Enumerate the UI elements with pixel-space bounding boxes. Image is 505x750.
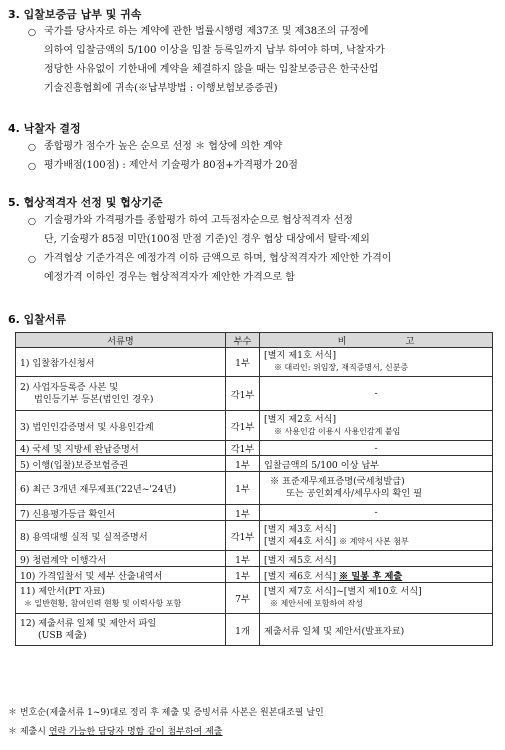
sealed-submit-note: ※ 밀봉 후 제출 xyxy=(339,570,403,582)
table-row xyxy=(16,521,493,551)
table-header-row xyxy=(16,333,493,348)
doc-remarks xyxy=(260,583,493,614)
footnote-2 xyxy=(8,724,222,737)
doc-name-line: 법인등기부 등본(법인인 경우) xyxy=(34,393,154,405)
doc-remarks xyxy=(260,348,493,377)
doc-remarks: 제출서류 일체 및 제안서(발표자료) xyxy=(260,614,493,646)
table-row xyxy=(16,348,493,377)
table-row xyxy=(16,441,493,456)
doc-qty: 각1부 xyxy=(226,411,260,441)
s4-item-1: 종합평가 점수가 높은 순으로 선정 ＊ 협상에 의한 계약 xyxy=(44,141,283,152)
doc-remarks: - xyxy=(260,377,493,411)
doc-remarks: - xyxy=(260,505,493,521)
remark-line: [별지 제3호 서식] xyxy=(264,523,337,535)
remark-line: ※ 사용인감 이용시 사용인감계 붙임 xyxy=(274,426,401,436)
bullet-circle: ○ xyxy=(27,216,37,227)
doc-name-line: 12) 제출서류 일체 및 제안서 파일 xyxy=(20,617,157,629)
s5-item-1-line-2: 단, 기술평가 85점 미만(100점 만점 기준)인 경우 협상 대상에서 탈락·제외 xyxy=(44,234,370,245)
doc-name: 10) 가격입찰서 및 세부 산출내역서 xyxy=(16,567,226,583)
section-4-title: 4. 낙찰자 결정 xyxy=(8,122,81,135)
remark-form: [별지 제4호 서식] xyxy=(264,535,337,547)
header-qty: 부수 xyxy=(226,333,260,348)
doc-name xyxy=(16,377,226,411)
doc-name: 4) 국세 및 지방세 완납증명서 xyxy=(16,441,226,456)
remark-form: [별지 제6호 서식] xyxy=(264,570,337,582)
doc-name-line: 2) 사업자등록증 사본 및 xyxy=(20,381,119,393)
remark-line: [별지 제1호 서식] xyxy=(264,350,337,361)
bullet-circle: ○ xyxy=(27,27,37,38)
doc-qty: 1부 xyxy=(226,348,260,377)
doc-remarks xyxy=(260,411,493,441)
doc-name: 9) 청렴계약 이행각서 xyxy=(16,551,226,567)
doc-qty: 각1부 xyxy=(226,521,260,551)
footnote-2-underlined: 연락 가능한 담당자 명함 같이 첨부하여 제출 xyxy=(48,727,223,737)
footnote-2-prefix: ＊ 제출시 xyxy=(8,727,49,737)
footnote-1: ＊ 번호순(제출서류 1~9)대로 정리 후 제출 및 증빙서류 사본은 원본대조필 날인 xyxy=(8,708,324,718)
doc-remarks: - xyxy=(260,441,493,456)
section-3-title: 3. 입찰보증금 납부 및 귀속 xyxy=(8,8,142,21)
documents-table xyxy=(15,332,493,646)
table-row xyxy=(16,614,493,646)
table-row xyxy=(16,472,493,505)
s4-item-2: 평가배점(100점) : 제안서 기술평가 80점+가격평가 20점 xyxy=(44,160,298,171)
doc-qty: 1부 xyxy=(226,551,260,567)
bullet-circle: ○ xyxy=(27,161,37,172)
doc-name: 3) 법인인감증명서 및 사용인감계 xyxy=(16,411,226,441)
remark-line: 또는 공인회계사/세무사의 확인 필 xyxy=(286,488,423,499)
remark-line: [별지 제2호 서식] xyxy=(264,413,337,425)
s5-item-2-line-1: 가격협상 기준가격은 예정가격 이하 금액으로 하며, 협상적격자가 제안한 가격이 xyxy=(44,253,392,264)
doc-remarks xyxy=(260,472,493,505)
remark-line xyxy=(264,536,488,548)
doc-name: 5) 이행(입찰)보증보험증권 xyxy=(16,456,226,472)
doc-name: 8) 용역대행 실적 및 실적증명서 xyxy=(16,521,226,551)
header-doc-name: 서류명 xyxy=(16,333,226,348)
bullet-circle: ○ xyxy=(27,142,37,153)
doc-name-line: 11) 제안서(PT 자료) xyxy=(20,586,105,597)
table-row xyxy=(16,567,493,583)
header-remarks: 비 고 xyxy=(260,333,493,348)
s5-item-1-line-1: 기술평가와 가격평가를 종합평가 하여 고득점자순으로 협상적격자 선정 xyxy=(44,215,353,226)
remark-line: ※ 제안서에 포함하여 작성 xyxy=(270,599,363,608)
doc-qty: 1개 xyxy=(226,614,260,646)
s3-line-2: 의하여 입찰금액의 5/100 이상을 입찰 등록일까지 납부 하여야 하며, 낙찰자가 xyxy=(44,45,385,56)
s5-item-2-line-2: 예정가격 이하인 경우는 협상적격자가 제안한 가격으로 함 xyxy=(44,272,295,283)
doc-qty: 1부 xyxy=(226,456,260,472)
remark-line: ※ 대리인: 위임장, 재직증명서, 신분증 xyxy=(274,363,409,372)
remark-line: [별지 제7호 서식]~[별지 제10호 서식] xyxy=(264,586,422,597)
table-row xyxy=(16,456,493,472)
bullet-circle: ○ xyxy=(27,254,37,265)
doc-remarks xyxy=(260,521,493,551)
doc-qty: 1부 xyxy=(226,472,260,505)
s3-line-1: 국가를 당사자로 하는 계약에 관한 법률시행령 제37조 및 제38조의 규정에 xyxy=(44,26,369,37)
doc-name: 1) 입찰참가신청서 xyxy=(16,348,226,377)
doc-name xyxy=(16,583,226,614)
doc-remarks: [별지 제5호 서식] xyxy=(260,551,493,567)
table-row xyxy=(16,583,493,614)
doc-qty: 각1부 xyxy=(226,377,260,411)
doc-name-line: (USB 제출) xyxy=(38,629,87,641)
doc-qty: 1부 xyxy=(226,567,260,583)
doc-qty: 7부 xyxy=(226,583,260,614)
doc-name xyxy=(16,614,226,646)
doc-name-line: ＊ 일반현황, 참여인력 현황 및 이력사항 포함 xyxy=(24,599,182,608)
remark-note: ※ 계약서 사본 첨부 xyxy=(339,536,409,546)
s3-line-3: 정당한 사유없이 기한내에 계약을 체결하지 않을 때는 입찰보증금은 한국산업 xyxy=(44,64,379,75)
table-row xyxy=(16,551,493,567)
section-6-title: 6. 입찰서류 xyxy=(8,313,67,326)
doc-name: 7) 신용평가등급 확인서 xyxy=(16,505,226,521)
doc-qty: 1부 xyxy=(226,505,260,521)
remark-line: ※ 표준재무제표증명(국세청발급) xyxy=(270,476,405,487)
doc-name: 6) 최근 3개년 재무제표('22년~'24년) xyxy=(16,472,226,505)
doc-remarks: 입찰금액의 5/100 이상 납부 xyxy=(260,456,493,472)
section-5-title: 5. 협상적격자 선정 및 협상기준 xyxy=(8,196,163,209)
table-row xyxy=(16,411,493,441)
doc-remarks xyxy=(260,567,493,583)
table-row xyxy=(16,505,493,521)
table-row xyxy=(16,377,493,411)
s3-line-4: 기술진흥협회에 귀속(※납부방법 : 이행보험보증증권) xyxy=(44,83,278,94)
doc-qty: 각1부 xyxy=(226,441,260,456)
